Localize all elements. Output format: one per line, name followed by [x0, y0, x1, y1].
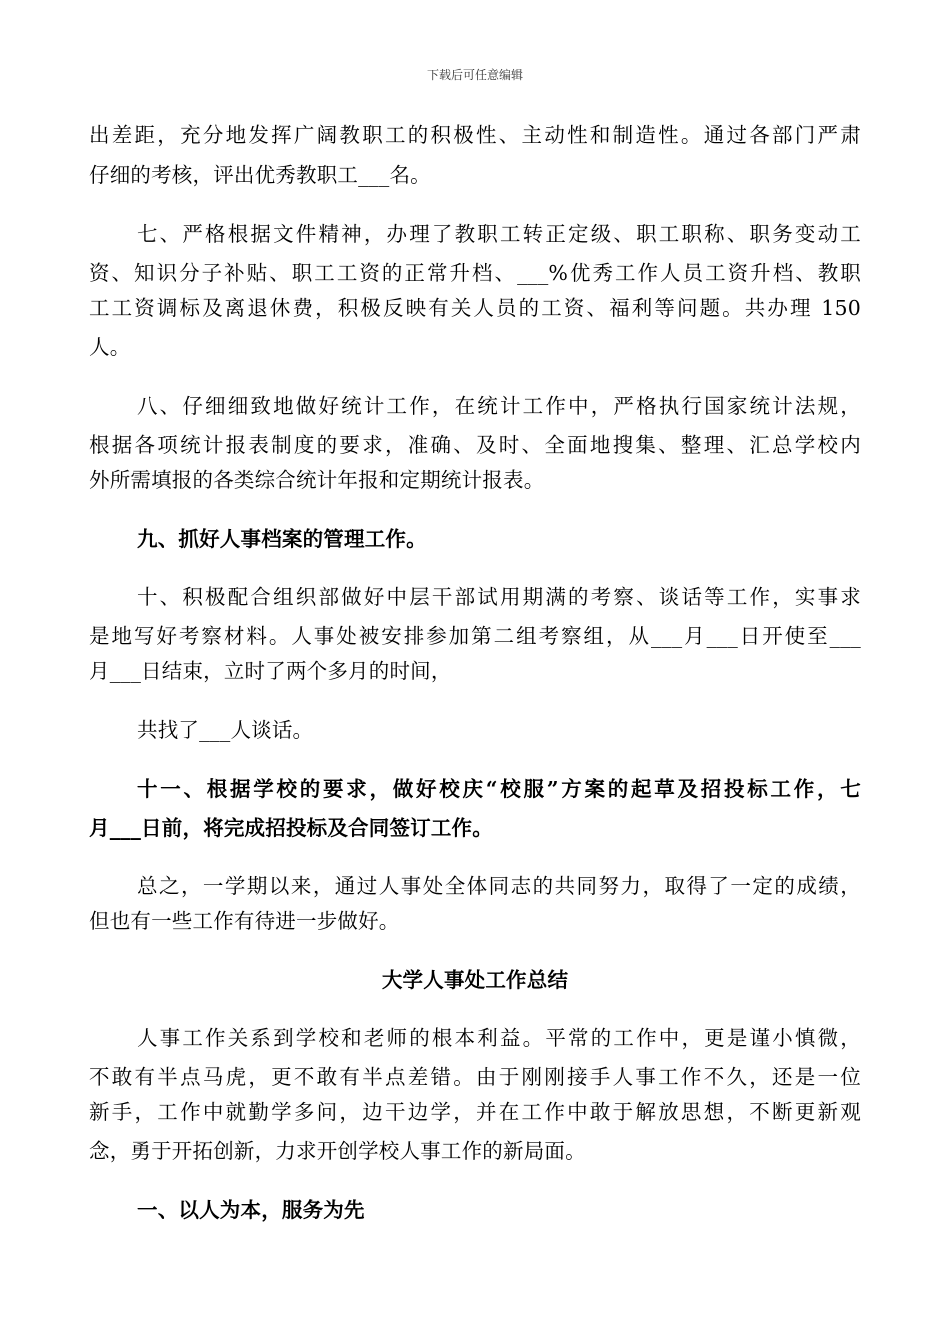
- text-line: 月___日结束，立时了两个多月的时间，: [89, 659, 452, 683]
- section-heading: 一、以人为本，服务为先: [137, 1198, 365, 1222]
- text-line: 共找了___人谈话。: [137, 718, 314, 742]
- text-line: 外所需填报的各类综合统计年报和定期统计报表。: [89, 468, 545, 492]
- document-title: 大学人事处工作总结: [381, 968, 569, 992]
- section-heading: 月___日前，将完成招投标及合同签订工作。: [89, 816, 493, 840]
- text-line: 十、积极配合组织部做好中层干部试用期满的考察、谈话等工作，实事求: [137, 585, 861, 609]
- text-line: 是地写好考察材料。人事处被安排参加第二组考察组，从___月___日开使至___: [89, 624, 861, 648]
- text-line: 不敢有半点马虎，更不敢有半点差错。由于刚刚接手人事工作不久，还是一位: [89, 1065, 861, 1089]
- text-line: 新手，工作中就勤学多问，边干边学，并在工作中敢于解放思想，不断更新观: [89, 1100, 861, 1124]
- text-line: 但也有一些工作有待进一步做好。: [89, 909, 400, 933]
- text-line: 八、仔细细致地做好统计工作，在统计工作中，严格执行国家统计法规，: [137, 394, 861, 418]
- text-line: 人。: [89, 335, 131, 359]
- page-header: 下载后可任意编辑: [426, 68, 523, 82]
- text-line: 资、知识分子补贴、职工工资的正常升档、___%优秀工作人员工资升档、教职: [89, 261, 861, 285]
- text-line: 出差距，充分地发挥广阔教职工的积极性、主动性和制造性。通过各部门严肃: [89, 123, 861, 147]
- section-heading: 九、抓好人事档案的管理工作。: [137, 527, 427, 551]
- text-line: 总之，一学期以来，通过人事处全体同志的共同努力，取得了一定的成绩，: [137, 874, 861, 898]
- text-line: 人事工作关系到学校和老师的根本利益。平常的工作中，更是谨小慎微，: [137, 1026, 861, 1050]
- text-line: 仔细的考核，评出优秀教职工___名。: [89, 163, 431, 187]
- section-heading: 十一、根据学校的要求，做好校庆“校服”方案的起草及招投标工作，七: [137, 777, 861, 801]
- text-line: 七、严格根据文件精神，办理了教职工转正定级、职工职称、职务变动工: [137, 222, 861, 246]
- text-line: 工工资调标及离退休费，积极反映有关人员的工资、福利等问题。共办理 150: [89, 296, 861, 320]
- text-line: 根据各项统计报表制度的要求，准确、及时、全面地搜集、整理、汇总学校内: [89, 433, 861, 457]
- text-line: 念，勇于开拓创新，力求开创学校人事工作的新局面。: [89, 1139, 586, 1163]
